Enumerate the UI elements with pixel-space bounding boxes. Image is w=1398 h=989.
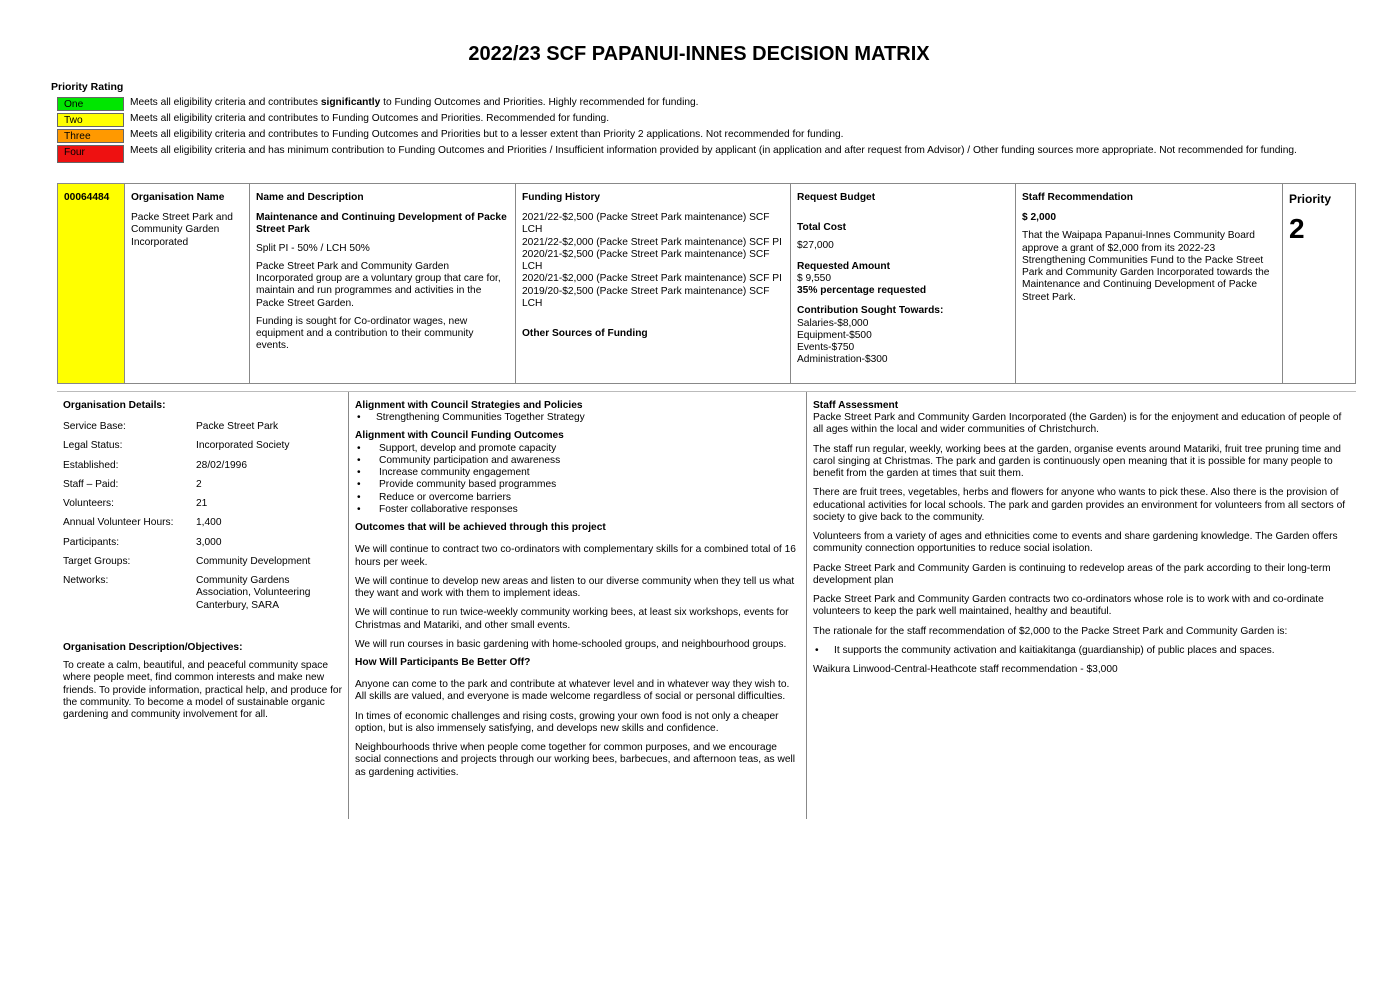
requested-amount-label: Requested Amount — [797, 260, 891, 272]
detail-value: 21 — [196, 498, 208, 510]
assessment-paragraph: The rationale for the staff recommendation of $2,000 to the Packe Street Park and Community Garden is: — [813, 625, 1288, 637]
assessment-paragraph: The staff run regular, weekly, working bees at the garden, organise events around Matariki, fruit tree pruning time and carol singing at Christmas. The park and garden is continuously open meaning that it is possible for many people to benefit from the garden at times that suit them. — [813, 443, 1341, 480]
legend-swatch-one: One — [57, 97, 124, 111]
project-name: Maintenance and Continuing Development of Packe Street Park — [256, 212, 507, 236]
total-cost-value: $27,000 — [797, 240, 834, 252]
legend-row-four — [57, 145, 1317, 163]
funding-split: Split PI - 50% / LCH 50% — [256, 242, 370, 254]
org-name: Packe Street Park and Community Garden Incorporated — [131, 212, 233, 248]
detail-label: Target Groups: — [63, 555, 131, 567]
legend-row-one — [57, 97, 1317, 111]
name-description-cell — [250, 184, 516, 383]
contribution-item: Events-$750 — [797, 342, 855, 354]
detail-label: Networks: — [63, 575, 109, 587]
better-off-paragraph: In times of economic challenges and rising costs, growing your own food is not only a cheaper option, but is also immensely satisfying, and develops new skills and confidence. — [355, 710, 779, 734]
outcome-item: • Provide community based programmes — [355, 479, 800, 491]
funding-history-item: 2020/21-$2,000 (Packe Street Park maintenance) SCF PI — [522, 273, 782, 285]
legend-swatch-three: Three — [57, 129, 124, 143]
organisation-name-cell — [125, 184, 250, 383]
legend-swatch-four: Four — [57, 145, 124, 163]
staff-recommendation-cell — [1016, 184, 1283, 383]
assessment-bullet: • It supports the community activation and kaitiakitanga (guardianship) of public places and spaces. — [813, 645, 1350, 657]
outcome-item: • Reduce or overcome barriers — [355, 492, 800, 504]
total-cost-label: Total Cost — [797, 222, 847, 234]
strategies-header: Alignment with Council Strategies and Policies — [355, 400, 583, 411]
achieved-paragraph: We will continue to run twice-weekly community working bees, at least six workshops, events for Christmas and Matariki, and other small events. — [355, 607, 789, 631]
percentage-requested: 35% percentage requested — [797, 285, 927, 297]
achieved-paragraph: We will continue to contract two co-ordinators with complementary skills for a combined total of 16 hours per week. — [355, 544, 796, 568]
staff-recommendation-amount: $ 2,000 — [1022, 212, 1056, 224]
detail-label: Legal Status: — [63, 440, 123, 452]
application-row — [57, 183, 1356, 384]
contribution-label: Contribution Sought Towards: — [797, 305, 944, 317]
funding-history-item: 2021/22-$2,500 (Packe Street Park maintenance) SCF LCH — [522, 212, 770, 236]
strategy-item: • Strengthening Communities Together Strategy — [355, 412, 800, 424]
detail-label: Volunteers: — [63, 498, 114, 510]
legend-row-two — [57, 113, 1317, 127]
detail-value: 1,400 — [196, 517, 222, 529]
detail-label: Participants: — [63, 536, 120, 548]
staff-assessment-header: Staff Assessment — [813, 400, 899, 411]
org-details-grid — [63, 421, 342, 612]
outcome-item: • Foster collaborative responses — [355, 504, 800, 516]
request-budget-header: Request Budget — [797, 192, 876, 203]
contribution-item: Equipment-$500 — [797, 329, 872, 341]
contribution-item: Administration-$300 — [797, 354, 888, 366]
detail-value: Community Development — [196, 555, 311, 567]
funding-history-header: Funding History — [522, 192, 601, 203]
detail-label: Annual Volunteer Hours: — [63, 517, 174, 529]
funding-history-list — [522, 212, 784, 310]
funding-outcomes-header: Alignment with Council Funding Outcomes — [355, 430, 564, 442]
staff-recommendation-header: Staff Recommendation — [1022, 192, 1133, 203]
assessment-paragraph: Volunteers from a variety of ages and ethnicities come to events and share gardening knowledge. The Garden offers community connection opportunities to reduce social isolation. — [813, 531, 1338, 555]
funding-purpose: Funding is sought for Co-ordinator wages, new equipment and a contribution to their community events. — [256, 315, 474, 352]
alignment-panel — [348, 392, 806, 819]
detail-value: Packe Street Park — [196, 421, 279, 433]
assessment-paragraph: Packe Street Park and Community Garden is continuing to redevelop areas of the park according to their long-term development plan — [813, 562, 1331, 586]
priority-rating-label: Priority Rating — [51, 81, 124, 93]
project-description: Packe Street Park and Community Garden Incorporated group are a voluntary group that care for, maintain and run programmes and activities in the Packe Street Garden. — [256, 260, 501, 309]
detail-value: Community Gardens Association, Volunteering Canterbury, SARA — [196, 575, 311, 611]
org-description-header: Organisation Description/Objectives: — [63, 641, 243, 653]
priority-legend — [57, 97, 1317, 165]
funding-history-item: 2021/22-$2,000 (Packe Street Park maintenance) SCF PI — [522, 236, 782, 248]
detail-label: Service Base: — [63, 421, 126, 433]
funding-outcomes-list — [355, 443, 800, 516]
detail-value: 2 — [196, 478, 202, 490]
requested-amount-value: $ 9,550 — [797, 272, 831, 284]
assessment-paragraph: Packe Street Park and Community Garden Incorporated (the Garden) is for the enjoyment and education of people of all ages within the local and wider communities of Christchurch. — [813, 412, 1342, 436]
assessment-bullets — [813, 645, 1350, 657]
request-budget-cell — [791, 184, 1016, 383]
detail-value: 3,000 — [196, 536, 222, 548]
better-off-header: How Will Participants Be Better Off? — [355, 656, 531, 668]
legend-text-four: Meets all eligibility criteria and has minimum contribution to Funding Outcomes and Priorities / Insufficient information provided by applicant (in application and after request from Advisor) / Other funding sources more appropriate. Not recommended for funding. — [130, 145, 1297, 156]
detail-label: Established: — [63, 459, 119, 471]
priority-header: Priority — [1289, 192, 1332, 206]
outcome-item: • Support, develop and promote capacity — [355, 443, 800, 455]
application-id: 00064484 — [58, 184, 125, 383]
outcome-item: • Community participation and awareness — [355, 455, 800, 467]
funding-history-item: 2020/21-$2,500 (Packe Street Park maintenance) SCF LCH — [522, 248, 770, 273]
staff-recommendation-text: That the Waipapa Papanui-Innes Community Board approve a grant of $2,000 from its 2022-23 Strengthening Communities Fund to the Packe Street Park and Community Garden Incorporated towards the Maintenance and Continuing Development of Packe Street Park. — [1022, 230, 1270, 303]
outcome-item: • Increase community engagement — [355, 467, 800, 479]
achieved-paragraph: We will continue to develop new areas and listen to our diverse community when they tell us what they want and work with them to implement ideas. — [355, 575, 795, 600]
legend-text-three: Meets all eligibility criteria and contributes to Funding Outcomes and Priorities but to a lesser extent than Priority 2 applications. Not recommended for funding. — [130, 129, 844, 140]
funding-history-cell — [516, 184, 791, 383]
funding-history-item: 2019/20-$2,500 (Packe Street Park maintenance) SCF LCH — [522, 285, 770, 309]
assessment-paragraph: There are fruit trees, vegetables, herbs and flowers for anyone who wants to pick these. Also there is the provision of educational activities for local schools. The park and garden provides an environment for volunteers from all sectors of society to give back to the community. — [813, 487, 1346, 523]
better-off-paragraph: Neighbourhoods thrive when people come together for common purposes, and we encourage social connections and projects through our working bees, barbecues, and afternoon teas, as well as gardening activities. — [355, 742, 796, 778]
assessment-paragraph: Packe Street Park and Community Garden contracts two co-ordinators whose role is to work with and co-ordinate volunteers to keep the park well maintained, healthy and beautiful. — [813, 594, 1324, 618]
contribution-item: Salaries-$8,000 — [797, 317, 869, 329]
detail-label: Staff – Paid: — [63, 478, 119, 490]
name-description-header: Name and Description — [256, 192, 364, 203]
legend-text-one: Meets all eligibility criteria and contributes significantly to Funding Outcomes and Priorities. Highly recommended for funding. — [130, 97, 699, 108]
achieved-header: Outcomes that will be achieved through this project — [355, 522, 606, 534]
legend-row-three — [57, 129, 1317, 143]
legend-text-two: Meets all eligibility criteria and contributes to Funding Outcomes and Priorities. Recommended for funding. — [130, 113, 610, 124]
detail-value: 28/02/1996 — [196, 459, 247, 471]
staff-assessment-panel — [806, 392, 1356, 819]
priority-value: 2 — [1289, 213, 1305, 245]
priority-cell — [1283, 184, 1355, 383]
org-description: To create a calm, beautiful, and peaceful community space where people meet, find common interests and make new friends. To provide information, practical help, and produce for the community. To become a model of sustainable organic gardening and community involvement for all. — [63, 660, 342, 720]
organisation-details-panel — [57, 392, 348, 819]
assessment-footer: Waikura Linwood-Central-Heathcote staff recommendation - $3,000 — [813, 663, 1118, 675]
org-details-header: Organisation Details: — [63, 400, 166, 411]
achieved-paragraph: We will run courses in basic gardening with home-schooled groups, and neighbourhood groups. — [355, 638, 787, 650]
page-title: 2022/23 SCF PAPANUI-INNES DECISION MATRIX — [468, 43, 930, 65]
better-off-paragraph: Anyone can come to the park and contribute at whatever level and in whatever way they wish to. All skills are valued, and everyone is made welcome regardless of social or personal difficulties. — [355, 679, 790, 703]
org-name-header: Organisation Name — [131, 192, 225, 203]
detail-value: Incorporated Society — [196, 440, 290, 452]
other-sources-header: Other Sources of Funding — [522, 328, 648, 340]
legend-swatch-two: Two — [57, 113, 124, 127]
strategies-list — [355, 412, 800, 424]
